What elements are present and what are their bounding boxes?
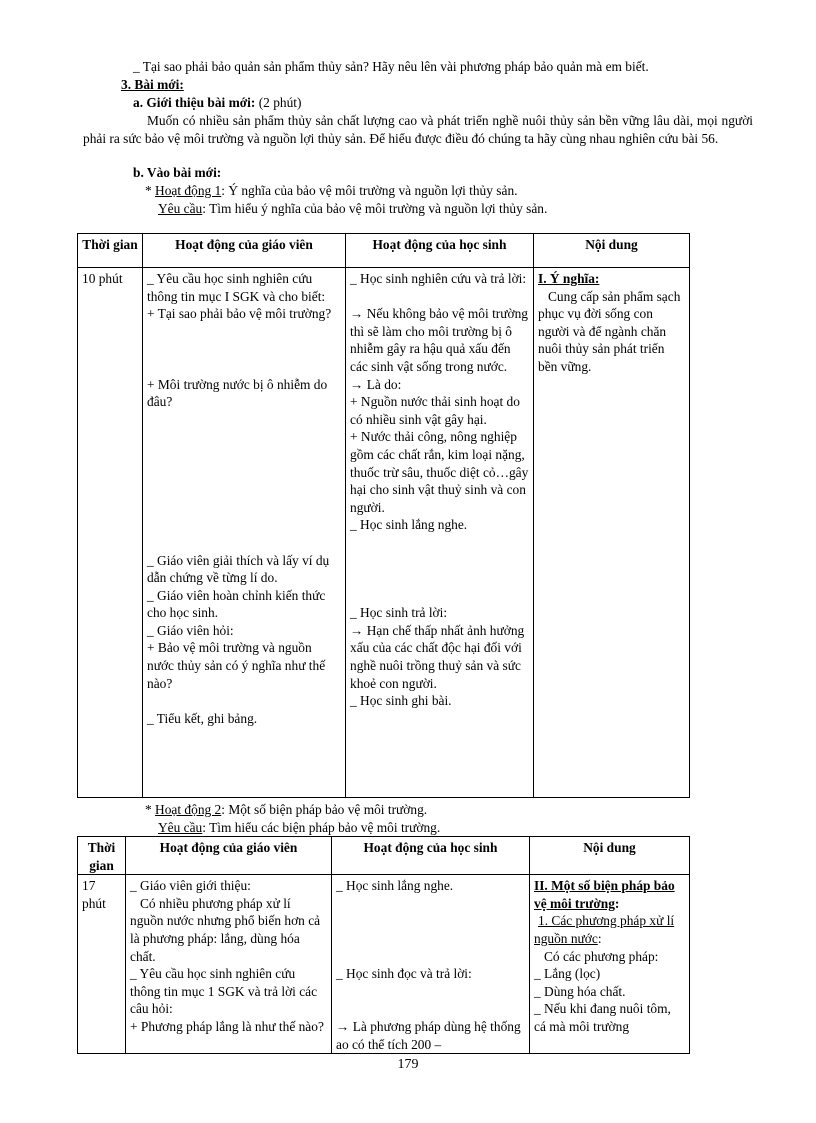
content-2-subheading: 1. Các phương pháp xử lí nguồn nước: [534,913,675,946]
content-2-settle: _ Lắng (lọc) [534,966,601,982]
table-2-body-row [78,875,690,1054]
section-3-label: 3. Bài mới: [121,77,184,92]
intro-heading-line [133,94,301,112]
student-1-listen: _ Học sinh lắng nghe. [350,517,468,533]
student-1-answer-why: → Nếu không bảo vệ môi trường thì sẽ làm cho môi trường bị ô nhiễm gây ra hậu quả xấu đến các sinh vật sống trong nước. [350,306,528,374]
table-1-time: 10 phút [78,268,143,798]
table-2-time: 17 phút [78,875,126,1054]
teacher-2-instruction: _ Yêu cầu học sinh nghiên cứu thông tin mục 1 SGK và trả lời các câu hỏi: [130,966,318,1017]
requirement-1-label: Yêu cầu [158,201,203,216]
right-arrow-icon: → [350,306,364,322]
right-arrow-icon: → [336,1018,350,1034]
student-1-reply: _ Học sinh trả lời: [350,605,448,621]
student-2-answer: → Là phương pháp dùng hệ thống ao có thể tích 200 – [336,1018,521,1052]
activity-1-text: : Ý nghĩa của bảo vệ môi trường và nguồn lợi thủy sản. [221,183,518,198]
student-1-answer-cause: → Là do: [350,376,402,392]
teacher-2-methods: Có nhiều phương pháp xử lí nguồn nước nhưng phổ biến hơn cả là phương pháp: lắng, dùng hóa chất. [130,895,321,964]
header-teacher: Hoạt động của giáo viên [126,837,332,875]
teacher-1-complete: _ Giáo viên hoàn chỉnh kiến thức cho học sinh. [147,587,326,621]
right-arrow-icon: → [350,622,364,638]
header-time: Thời gian [78,837,126,875]
review-question: _ Tại sao phải bảo quản sản phẩm thủy sản? Hãy nêu lên vài phương pháp bảo quản mà em biết. [133,59,649,74]
requirement-2-label: Yêu cầu [158,820,203,835]
section-3-heading [121,76,184,94]
table-1-teacher-cell [143,268,346,798]
table-2-student-cell [332,875,530,1054]
header-content: Nội dung [534,234,690,268]
requirement-1-line [158,200,547,218]
teacher-2-intro: _ Giáo viên giới thiệu: [130,878,251,894]
activity-1-label: Hoạt động 1 [155,183,222,198]
table-1-content-cell [534,268,690,798]
student-1-write: _ Học sinh ghi bài. [350,693,452,709]
teacher-1-instruction: _ Yêu cầu học sinh nghiên cứu thông tin mục I SGK và cho biết: [147,271,326,304]
intro-paragraph: Muốn có nhiều sản phẩm thủy sản chất lượng cao và phát triển nghề nuôi thủy sản bền vững lâu dài, mọi người phải ra sức bảo vệ môi trường và nguồn lợi thủy sản. Để hiểu được điều đó chúng ta hãy cùng nhau nghiên cứu bài 56. [83,113,753,146]
activity-1-table [77,233,690,798]
teacher-1-summary: _ Tiểu kết, ghi bảng. [147,710,258,726]
teacher-1-question-why: + Tại sao phải bảo vệ môi trường? [147,306,332,322]
table-1-header-row [78,234,690,268]
student-1-industrial-waste: + Nước thải công, nông nghiệp gồm các chất rắn, kim loại nặng, thuốc trừ sâu, thuốc diệt cỏ…gây hại cho sinh vật thuỷ sinh và con người. [350,429,529,515]
activity-1-line [145,182,518,200]
table-2-header-row [78,837,690,875]
page-number: 179 [397,1057,419,1072]
activity-2-text: : Một số biện pháp bảo vệ môi trường. [221,802,428,817]
right-arrow-icon: → [350,376,364,392]
activity-2-line [145,801,427,819]
student-1-domestic-waste: + Nguồn nước thải sinh hoạt do có nhiều sinh vật gây hại. [350,394,520,427]
header-student: Hoạt động của học sinh [332,837,530,875]
requirement-1-text: : Tìm hiểu ý nghĩa của bảo vệ môi trường và nguồn lợi thủy sản. [202,201,548,216]
content-2-chemical: _ Dùng hóa chất. [534,983,626,999]
teacher-1-ask: _ Giáo viên hỏi: [147,622,234,638]
content-2-note: _ Nếu khi đang nuôi tôm, cá mà môi trường [534,1001,671,1034]
intro-heading: a. Giới thiệu bài mới: [133,95,256,110]
student-1-study: _ Học sinh nghiên cứu và trả lời: [350,271,527,286]
activity-2-table [77,836,690,1054]
header-teacher: Hoạt động của giáo viên [143,234,346,268]
requirement-2-text: : Tìm hiểu các biện pháp bảo vệ môi trường. [202,820,441,835]
table-2-teacher-cell [126,875,332,1054]
header-student: Hoạt động của học sinh [346,234,534,268]
header-time: Thời gian [78,234,143,268]
teacher-2-question: + Phương pháp lắng là như thế nào? [130,1018,324,1034]
requirement-2-line [158,819,440,837]
teacher-1-explain: _ Giáo viên giải thích và lấy ví dụ dẫn chứng về từng lí do. [147,552,330,586]
teacher-1-question-meaning: + Bảo vệ môi trường và nguồn nước thủy sản có ý nghĩa như thế nào? [147,640,326,691]
content-1-title: I. Ý nghĩa: [538,271,600,286]
student-1-answer-meaning: → Hạn chế thấp nhất ảnh hưởng xấu của các chất độc hại đối với nghề nuôi trồng thuỷ sản và sức khoẻ con người. [350,622,525,691]
table-1-body-row [78,268,690,798]
intro-time: (2 phút) [255,95,302,110]
student-2-read: _ Học sinh đọc và trả lời: [336,966,472,982]
teacher-1-question-cause: + Môi trường nước bị ô nhiễm do đâu? [147,376,328,410]
student-2-listen: _ Học sinh lắng nghe. [336,878,454,894]
activity-2-label: Hoạt động 2 [155,802,222,817]
content-2-title: II. Một số biện pháp bảo vệ môi trường: [534,878,675,911]
activity-2-star: * [145,802,156,817]
header-content: Nội dung [530,837,690,875]
table-1-student-cell [346,268,534,798]
content-2-methods: Có các phương pháp: [544,948,659,964]
content-1-text: Cung cấp sản phẩm sạch phục vụ đời sống con người và để ngành chăn nuôi thủy sản phát triển bền vững. [538,288,681,374]
table-2-content-cell [530,875,690,1054]
activity-1-star: * [145,183,156,198]
new-lesson-heading: b. Vào bài mới: [133,165,222,180]
